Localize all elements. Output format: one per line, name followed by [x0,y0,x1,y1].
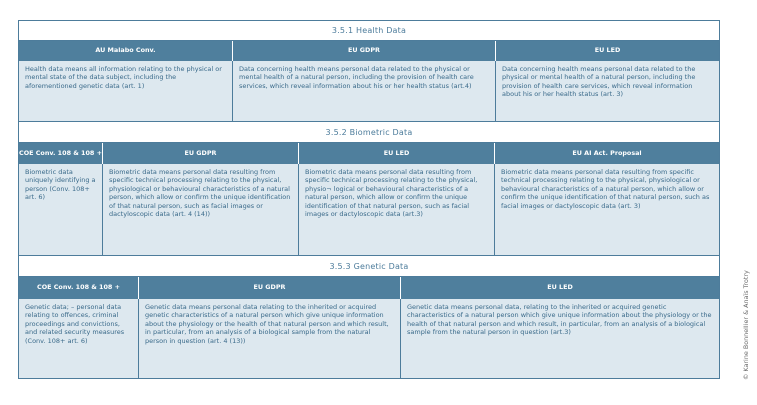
section-title: 3.5.2 Biometric Data [19,122,719,143]
header-row [19,143,719,164]
definition-cell: Health data means all information relating to the physical or mental state of the data subject, including the aforementioned genetic data (art. 1) [19,61,233,121]
header-row [19,41,719,61]
definition-cell: Biometric data means personal data resulting from specific technical processing relating to the physical, physiological or behavioural characteristics of a natural person, which allow or confirm the unique identification of that natural person, such as facial images or dactyloscopic data (art. 3) [495,164,719,255]
column-header-eu-gdpr: EU GDPR [103,143,299,164]
definition-cell: Data concerning health means personal data related to the physical or mental health of a natural person, including the provision of health care services, which reveal information about his or her health status (art. 3) [496,61,719,121]
definition-cell: Genetic data; – personal data relating to offences, criminal proceedings and convictions, and related security measures (Conv. 108+ art. 6) [19,299,139,378]
definition-cell: Data concerning health means personal data related to the physical or mental health of a natural person, including the provision of health care services, which reveal information about his or her health status (art.4) [233,61,496,121]
column-header-coe-conv: COE Conv. 108 & 108 + [19,143,103,164]
column-header-eu-gdpr: EU GDPR [233,41,496,61]
biometric-data-section [18,121,720,256]
health-data-section [18,20,720,122]
definition-cell: Genetic data means personal data relating to the inherited or acquired genetic characteristics of a natural person which give unique information about the physiology or the health of that natural person and which result, in particular, from an analysis of a biological sample from the natural person in question (art. 4 (13)) [139,299,401,378]
definition-cell: Biometric data means personal data resulting from specific technical processing relating to the physical, physiological or behavioural characteristics of a natural person, which allow or confirm the unique identification of that natural person, such as facial images or dactyloscopic data (art. 4 (14)) [103,164,299,255]
column-header-au-malabo: AU Malabo Conv. [19,41,233,61]
body-row [19,61,719,121]
column-header-eu-gdpr: EU GDPR [139,277,401,299]
section-title: 3.5.3 Genetic Data [19,256,719,277]
body-row [19,164,719,255]
header-row [19,277,719,299]
definition-cell: Genetic data means personal data, relating to the inherited or acquired genetic characteristics of a natural person which give unique information about the physiology or the health of that natural person and which result, in particular, from an analysis of a biological sample from the natural person in question (art.3) [401,299,719,378]
column-header-eu-ai-act: EU AI Act. Proposal [495,143,719,164]
section-title: 3.5.1 Health Data [19,21,719,41]
definition-cell: Biometric data uniquely identifying a person (Conv. 108+ art. 6) [19,164,103,255]
body-row [19,299,719,378]
column-header-eu-led: EU LED [299,143,495,164]
photo-credit: © Karine Bonnellier & Anaïs Trotry [742,270,750,380]
column-header-eu-led: EU LED [496,41,719,61]
column-header-eu-led: EU LED [401,277,719,299]
column-header-coe-conv: COE Conv. 108 & 108 + [19,277,139,299]
genetic-data-section [18,255,720,379]
definition-cell: Biometric data means personal data resulting from specific technical processing relating to the physical, physio¬ logical or behavioural characteristics of a natural person, which allow or confirm the unique identification of that natural person, such as facial images or dactyloscopic data (art.3) [299,164,495,255]
